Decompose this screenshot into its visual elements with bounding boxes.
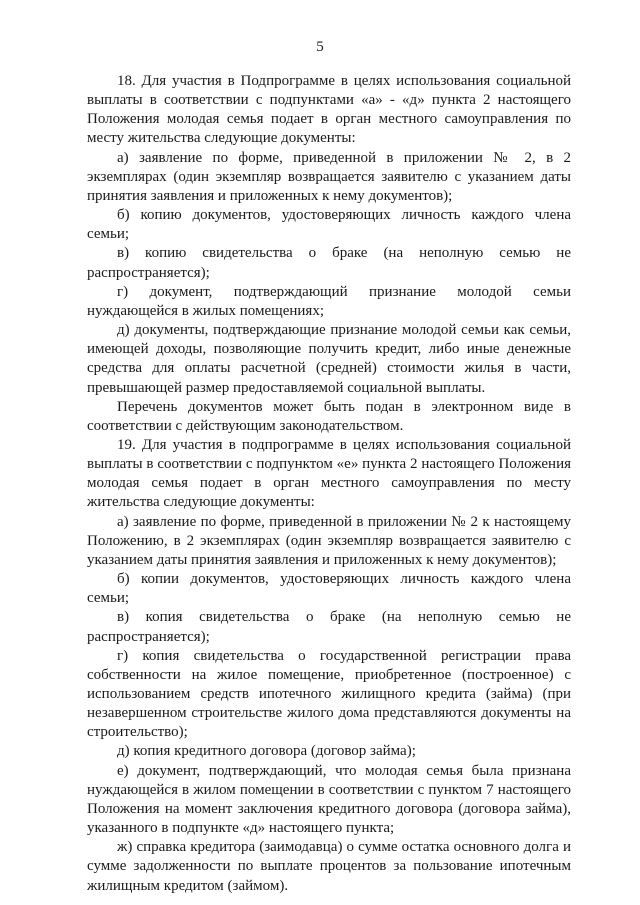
page-number: 5 [316, 39, 324, 55]
paragraph-19-b: б) копии документов, удостоверяющих личность каждого члена семьи; [87, 571, 571, 607]
paragraph-18-d: д) документы, подтверждающие признание молодой семьи как семьи, имеющей доходы, позволяющие получить кредит, либо иные денежные средства для оплаты расчетной (средней) стоимости жилья в части, превышающей размер предоставляемой социальной выплаты. [87, 322, 571, 396]
paragraph-18-a: а) заявление по форме, приведенной в приложении № 2, в 2 экземплярах (один экземпляр возвращается заявителю с указанием даты принятия заявления и приложенных к нему документов); [87, 149, 571, 204]
paragraph-19-e: е) документ, подтверждающий, что молодая семья была признана нуждающейся в жилом помещении в соответствии с пунктом 7 настоящего Положения на момент заключения кредитного договора (договора займа), указанного в подпункте «д» настоящего пункта; [87, 762, 571, 837]
paragraph-19-a: а) заявление по форме, приведенной в приложении № 2 к настоящему Положению, в 2 экземплярах (один экземпляр возвращается заявителю с указанием даты принятия заявления и приложенных к нему документов); [87, 513, 571, 568]
paragraph-19-v: в) копия свидетельства о браке (на неполную семью не распространяется); [87, 609, 571, 645]
paragraph-19-d: д) копия кредитного договора (договор займа); [117, 743, 416, 760]
paragraph-19-intro: 19. Для участия в подпрограмме в целях использования социальной выплаты в соответствии с подпунктом «е» пункта 2 настоящего Положения молодая семья подает в орган местного самоуправления по месту жительства следующие документы: [87, 436, 571, 511]
paragraph-19-zh: ж) справка кредитора (заимодавца) о сумме остатка основного долга и сумме задолженности по выплате процентов за пользование ипотечным жилищным кредитом (займом). [87, 839, 571, 894]
paragraph-18-intro: 18. Для участия в Подпрограмме в целях использования социальной выплаты в соответствии с подпунктами «а» - «д» пункта 2 настоящего Положения молодая семья подает в орган местного самоуправления по месту жительства следующие документы: [87, 73, 571, 147]
paragraph-18-v: в) копию свидетельства о браке (на неполную семью не распространяется); [87, 245, 571, 281]
paragraph-18-g: г) документ, подтверждающий признание молодой семьи нуждающейся в жилых помещениях; [87, 283, 571, 319]
document-body [87, 72, 571, 896]
paragraph-18-b: б) копию документов, удостоверяющих личность каждого члена семьи; [87, 207, 571, 243]
paragraph-18-electronic: Перечень документов может быть подан в электронном виде в соответствии с действующим законодательством. [87, 398, 571, 434]
paragraph-19-g: г) копия свидетельства о государственной регистрации права собственности на жилое помещение, приобретенное (построенное) с использованием средств ипотечного жилищного кредита (займа) (при незавершенном строительстве жилого дома представляются документы на строительство); [87, 647, 571, 741]
